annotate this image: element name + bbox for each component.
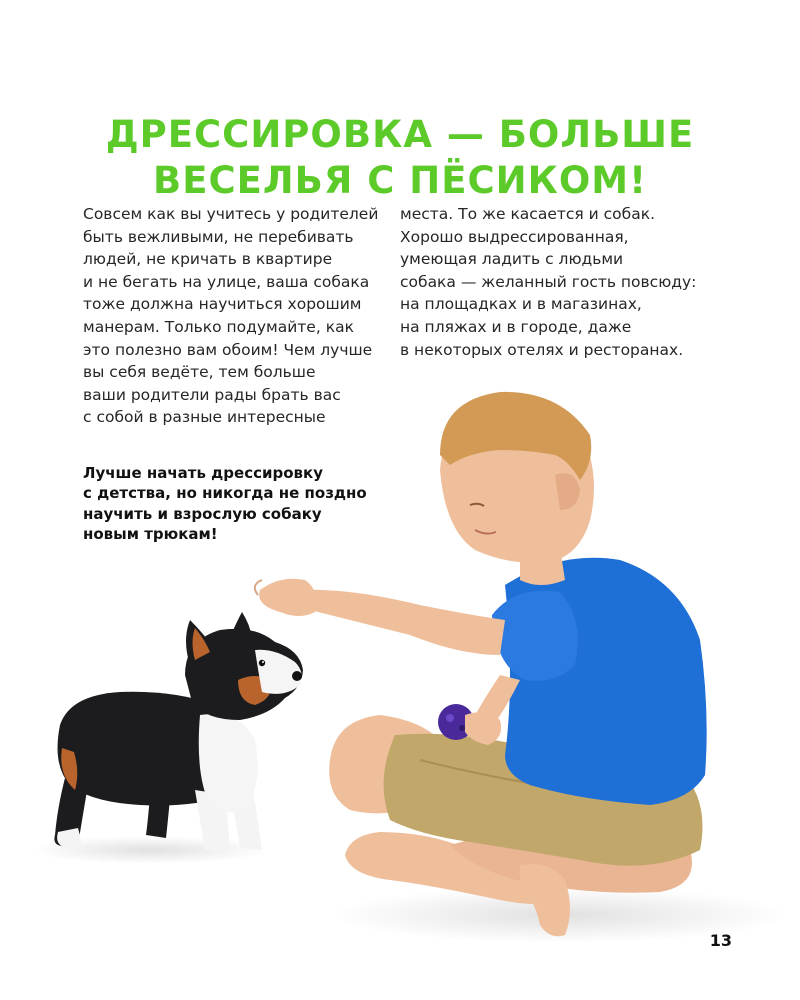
text-line: Хорошо выдрессированная, bbox=[400, 227, 629, 246]
page-number: 13 bbox=[709, 931, 732, 950]
text-line: и не бегать на улице, ваша собака bbox=[83, 272, 370, 291]
text-line: ваши родители рады брать вас bbox=[83, 385, 341, 404]
callout-line: научить и взрослую собаку bbox=[83, 504, 322, 523]
callout-line: новым трюкам! bbox=[83, 525, 218, 544]
title-line-2: ВЕСЕЛЬЯ С ПЁСИКОМ! bbox=[153, 159, 647, 202]
title-line-1: ДРЕССИРОВКА — БОЛЬШЕ bbox=[105, 113, 695, 156]
text-line: это полезно вам обоим! Чем лучше bbox=[83, 340, 373, 359]
boy-illustration bbox=[255, 392, 707, 936]
text-line: быть вежливыми, не перебивать bbox=[83, 227, 354, 246]
text-line: на площадках и в магазинах, bbox=[400, 295, 642, 314]
callout-line: с детства, но никогда не поздно bbox=[83, 484, 367, 503]
text-line: Совсем как вы учитесь у родителей bbox=[83, 205, 379, 223]
text-line: с собой в разные интересные bbox=[83, 408, 326, 427]
text-line: собака — желанный гость повсюду: bbox=[400, 272, 697, 291]
page-title bbox=[0, 112, 800, 204]
text-line: тоже должна научиться хорошим bbox=[83, 295, 362, 314]
text-line: в некоторых отелях и ресторанах. bbox=[400, 340, 684, 359]
boy-and-puppy-photo bbox=[0, 380, 800, 980]
text-line: людей, не кричать в квартире bbox=[83, 250, 333, 269]
puppy-illustration bbox=[54, 612, 303, 852]
text-line: на пляжах и в городе, даже bbox=[400, 317, 632, 336]
text-line: умеющая ладить с людьми bbox=[400, 250, 624, 269]
text-line: места. То же касается и собак. bbox=[400, 205, 656, 223]
text-line: манерам. Только подумайте, как bbox=[83, 317, 354, 336]
callout-line: Лучше начать дрессировку bbox=[83, 464, 323, 482]
text-line: вы себя ведёте, тем больше bbox=[83, 363, 316, 382]
body-text-right-column bbox=[400, 203, 700, 361]
